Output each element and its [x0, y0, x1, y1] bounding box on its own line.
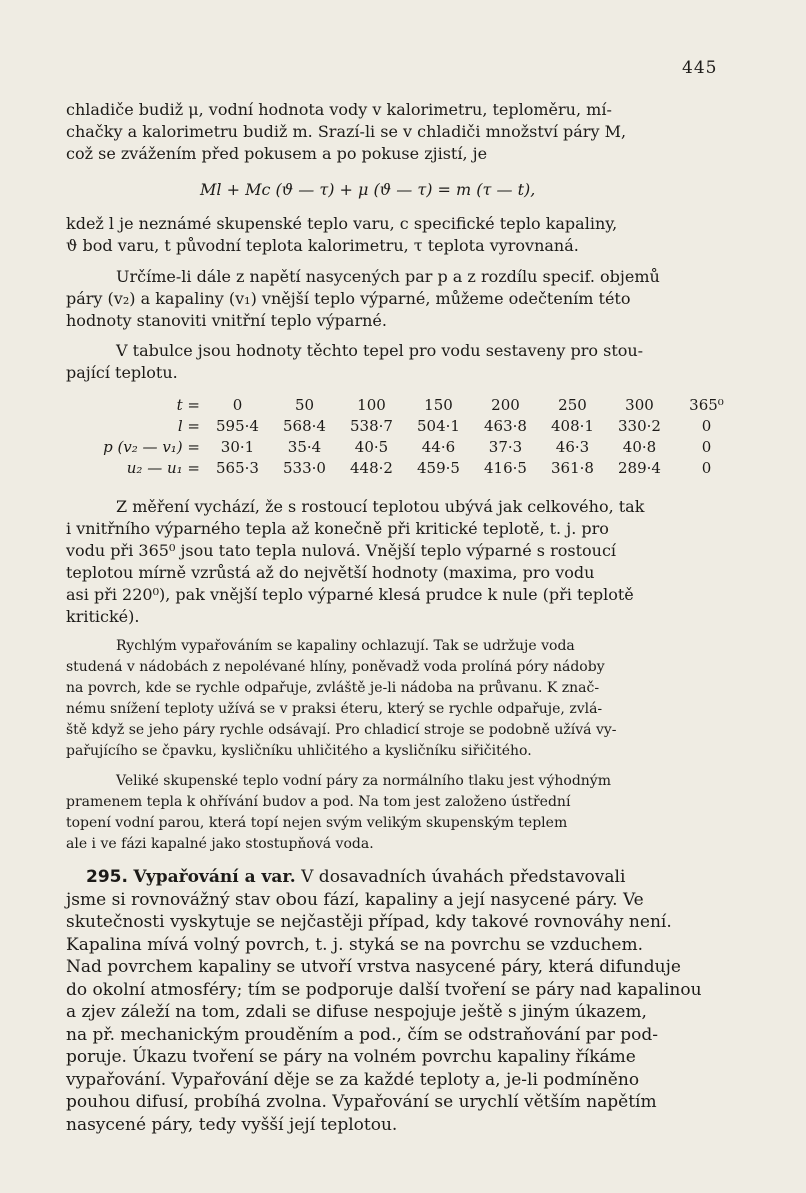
text-line: vypařování. Vypařování děje se za každé teploty a, je-li podmíněno — [66, 1069, 640, 1090]
text-line: teplotou mírně vzrůstá až do největší hodnoty (maxima, pro vodu — [66, 563, 595, 582]
text-line: ϑ bod varu, t původní teplota kalorimetru, τ teplota vyrovnaná. — [66, 236, 579, 255]
row-label: t = — [176, 395, 200, 414]
text-line: kritické). — [66, 607, 140, 626]
text-line: a zjev záleží na tom, zdali se difuse nespojuje ještě s jiným úkazem, — [66, 1002, 647, 1022]
table-cell: 459·5 — [417, 458, 460, 477]
table-cell: 250 — [558, 395, 587, 414]
text-line: topení vodní parou, která topí nejen svým velikým skupenským teplem — [66, 815, 568, 831]
table-row — [60, 415, 740, 436]
table-cell: 300 — [625, 395, 654, 414]
text-line: pařujícího se čpavku, kysličníku uhličitého a kysličníku siřičitého. — [66, 743, 532, 759]
text-line: Veliké skupenské teplo vodní páry za normálního tlaku jest výhodným — [116, 773, 611, 789]
text-line: na př. mechanickým prouděním a pod., čím se odstraňování par pod- — [66, 1024, 658, 1045]
section-title: Vypařování a var. — [133, 867, 296, 887]
table-cell: 595·4 — [216, 416, 259, 435]
table-cell: 40·5 — [354, 437, 389, 456]
text-line: ale i ve fázi kapalné jako stostupňová voda. — [66, 836, 374, 852]
section-heading-line — [66, 866, 716, 889]
table-cell: 100 — [357, 395, 386, 414]
table-cell: 0 — [701, 458, 712, 477]
text-line: asi při 220⁰), pak vnější teplo výparné klesá prudce k nule (při teplotě — [66, 585, 634, 604]
row-label: u₂ — u₁ = — [126, 458, 200, 477]
row-label: l = — [177, 416, 200, 435]
table-cell: 568·4 — [283, 416, 326, 435]
table-cell: 289·4 — [618, 458, 661, 477]
table-cell: 44·6 — [421, 437, 456, 456]
text-line: na povrch, kde se rychle odpařuje, zvláště je-li nádoba na průvanu. K znač- — [66, 680, 600, 696]
table-row — [60, 457, 740, 478]
text-line: pouhou difusí, probíhá zvolna. Vypařování se urychlí větším napětím — [66, 1092, 657, 1112]
paragraph-4 — [66, 340, 716, 384]
table-row — [60, 394, 740, 415]
section-first-line: V dosavadních úvahách představovali — [301, 867, 626, 887]
paragraph-1 — [66, 99, 716, 165]
text-line: nému snížení teploty užívá se v praksi éteru, který se rychle odpařuje, zvlá- — [66, 701, 603, 717]
table-cell: 0 — [701, 437, 712, 456]
text-line: což se zvážením před pokusem a po pokuse zjistí, je — [66, 144, 488, 163]
table-cell: 37·3 — [488, 437, 523, 456]
paragraph-7 — [66, 771, 716, 855]
table-cell: 0 — [232, 395, 243, 414]
table-cell: 30·1 — [220, 437, 255, 456]
table-cell: 463·8 — [484, 416, 527, 435]
paragraph-2 — [66, 213, 716, 257]
text-line: do okolní atmosféry; tím se podporuje další tvoření se páry nad kapalinou — [66, 979, 702, 1000]
text-line: jsme si rovnovážný stav obou fází, kapaliny a její nasycené páry. Ve — [66, 889, 644, 910]
table-cell: 330·2 — [618, 416, 661, 435]
text-line: kdež l je neznámé skupenské teplo varu, c specifické teplo kapaliny, — [66, 214, 618, 233]
section-number: 295. — [86, 867, 128, 887]
table-cell: 46·3 — [555, 437, 590, 456]
table-cell: 361·8 — [551, 458, 594, 477]
table-cell: 408·1 — [551, 416, 594, 435]
table-cell: 150 — [424, 395, 453, 414]
table-cell: 40·8 — [622, 437, 657, 456]
paragraph-5 — [66, 496, 716, 628]
text-line: Rychlým vypařováním se kapaliny ochlazují. Tak se udržuje voda — [116, 638, 575, 654]
text-line: chladiče budiž μ, vodní hodnota vody v kalorimetru, teploměru, mí- — [66, 100, 612, 119]
table-cell: 538·7 — [350, 416, 393, 435]
table-cell: 35·4 — [287, 437, 322, 456]
equation: Ml + Mc (ϑ — τ) + μ (ϑ — τ) = m (τ — t), — [200, 180, 536, 199]
text-line: i vnitřního výparného tepla až konečně při kritické teplotě, t. j. pro — [66, 519, 609, 538]
table-cell: 565·3 — [216, 458, 259, 477]
text-line: studená v nádobách z nepolévané hlíny, poněvadž voda prolíná póry nádoby — [66, 659, 605, 675]
text-line: hodnoty stanoviti vnitřní teplo výparné. — [66, 311, 387, 330]
table-cell: 0 — [701, 416, 712, 435]
text-line: nasycené páry, tedy vyšší její teplotou. — [66, 1114, 398, 1135]
text-line: ště když se jeho páry rychle odsávají. Pro chladicí stroje se podobně užívá vy- — [66, 722, 617, 738]
text-line: Kapalina mívá volný povrch, t. j. styká se na povrchu se vzduchem. — [66, 934, 643, 955]
table-cell: 416·5 — [484, 458, 527, 477]
text-line: pramenem tepla k ohřívání budov a pod. Na tom jest založeno ústřední — [66, 794, 571, 810]
text-line: Z měření vychází, že s rostoucí teplotou ubývá jak celkového, tak — [116, 497, 645, 516]
text-line: vodu při 365⁰ jsou tato tepla nulová. Vnější teplo výparné s rostoucí — [66, 541, 617, 560]
section-295 — [66, 866, 716, 1136]
table-cell: 50 — [294, 395, 315, 414]
table-cell: 504·1 — [417, 416, 460, 435]
page-number: 445 — [682, 58, 718, 78]
text-line: poruje. Úkazu tvoření se páry na volném povrchu kapaliny říkáme — [66, 1047, 636, 1067]
table-cell: 200 — [491, 395, 520, 414]
text-line: V tabulce jsou hodnoty těchto tepel pro vodu sestaveny pro stou- — [116, 341, 644, 360]
paragraph-6 — [66, 636, 716, 762]
text-line: chačky a kalorimetru budiž m. Srazí-li se v chladiči množství páry M, — [66, 122, 627, 141]
table-cell: 448·2 — [350, 458, 393, 477]
text-line: Určíme-li dále z napětí nasycených par p a z rozdílu specif. objemů — [116, 267, 660, 286]
text-line: skutečnosti vyskytuje se nejčastěji případ, kdy takové rovnováhy není. — [66, 912, 672, 932]
text-line: pající teplotu. — [66, 363, 178, 382]
table-row — [60, 436, 740, 457]
table-cell: 533·0 — [283, 458, 326, 477]
table-cell: 365⁰ — [689, 395, 724, 414]
text-line: Nad povrchem kapaliny se utvoří vrstva nasycené páry, která difunduje — [66, 957, 681, 977]
heat-values-table — [60, 394, 740, 478]
text-line: páry (v₂) a kapaliny (v₁) vnější teplo výparné, můžeme odečtením této — [66, 289, 631, 308]
row-label: p (v₂ — v₁) = — [103, 437, 200, 456]
paragraph-3 — [66, 266, 716, 332]
